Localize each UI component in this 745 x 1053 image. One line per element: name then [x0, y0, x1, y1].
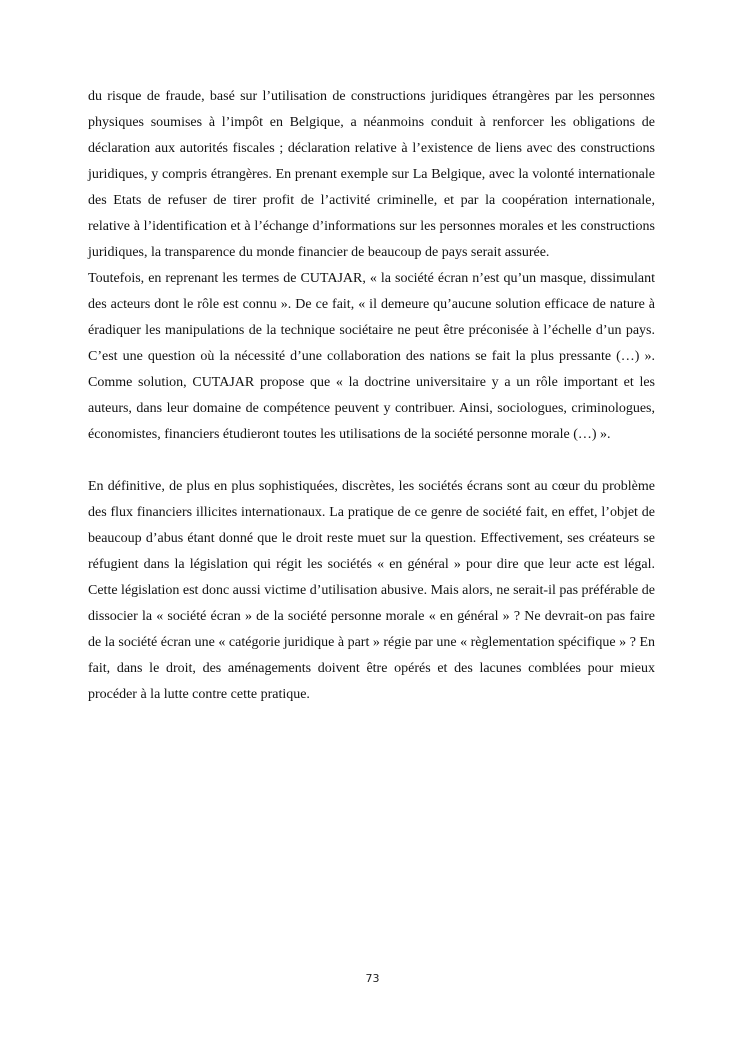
page-body [88, 84, 655, 708]
paragraph-cutajar-quote: Toutefois, en reprenant les termes de CUTAJAR, « la société écran n’est qu’un masque, dissimulant des acteurs dont le rôle est connu ». De ce fait, « il demeure qu’aucune solution efficace de nature à éradiquer les manipulations de la technique sociétaire ne peut être préconisée à l’échelle d’un pays. C’est une question où la nécessité d’une collaboration des nations se fait la plus pressante (…) ». Comme solution, CUTAJAR propose que « la doctrine universitaire y a un rôle important et les auteurs, dans leur domaine de compétence peuvent y contribuer. Ainsi, sociologues, criminologues, économistes, financiers étudieront toutes les utilisations de la société personne morale (…) ». [88, 271, 655, 442]
paragraph-spacer [88, 448, 655, 474]
paragraph-conclusion: En définitive, de plus en plus sophistiquées, discrètes, les sociétés écrans sont au cœur du problème des flux financiers illicites internationaux. La pratique de ce genre de société fait, en effet, l’objet de beaucoup d’abus étant donné que le droit reste muet sur la question. Effectivement, ses créateurs se réfugient dans la législation qui régit les sociétés « en général » pour dire que leur acte est légal. Cette législation est donc aussi victime d’utilisation abusive. Mais alors, ne serait-il pas préférable de dissocier la « société écran » de la société personne morale « en général » ? Ne devrait-on pas faire de la société écran une « catégorie juridique à part » régie par une « règlementation spécifique » ? En fait, dans le droit, des aménagements doivent être opérés et des lacunes comblées pour mieux procéder à la lutte contre cette pratique. [88, 479, 655, 702]
page-number: 73 [365, 972, 380, 985]
paragraph-belgium-transparency: du risque de fraude, basé sur l’utilisation de constructions juridiques étrangères par les personnes physiques soumises à l’impôt en Belgique, a néanmoins conduit à renforcer les obligations de déclaration aux autorités fiscales ; déclaration relative à l’existence de liens avec des constructions juridiques, y compris étrangères. En prenant exemple sur La Belgique, avec la volonté internationale des Etats de refuser de tirer profit de l’activité criminelle, et par la coopération internationale, relative à l’identification et à l’échange d’informations sur les personnes morales et les constructions juridiques, la transparence du monde financier de beaucoup de pays serait assurée. [88, 89, 655, 260]
